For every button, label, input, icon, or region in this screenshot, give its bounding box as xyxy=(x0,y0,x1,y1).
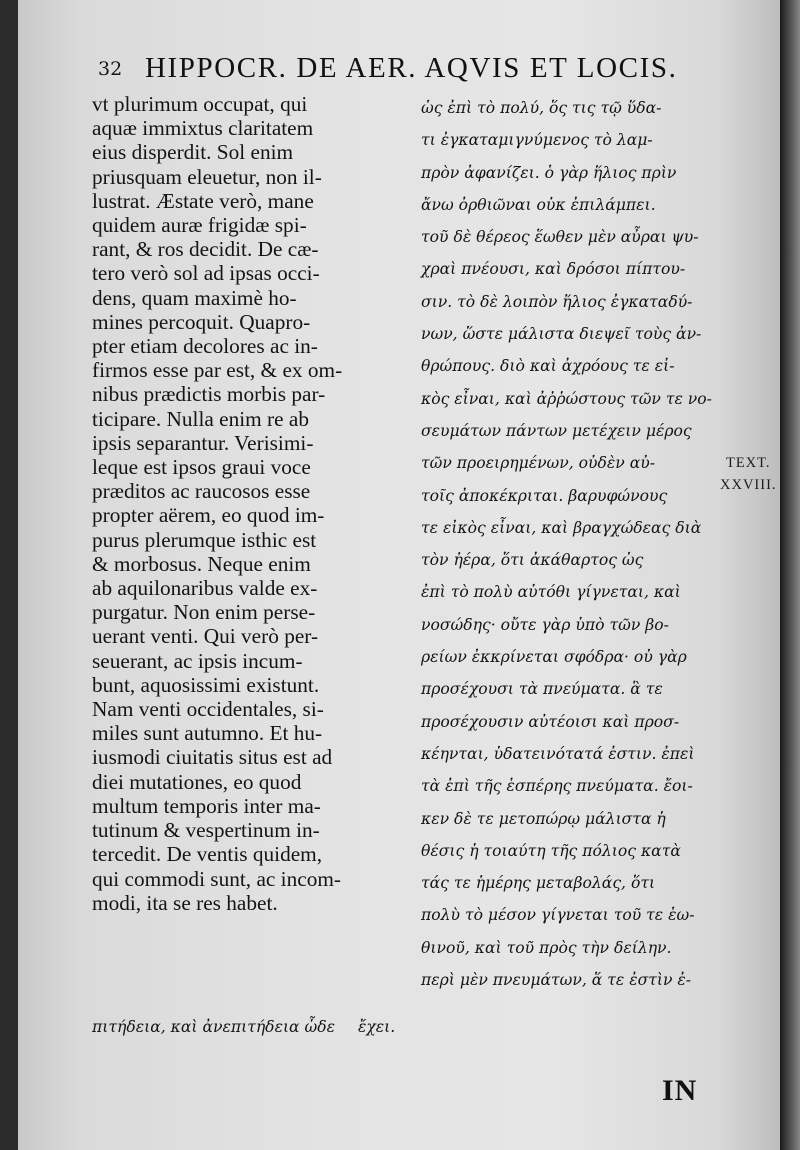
greek-text-line: τάς τε ἡμέρης μεταβολάς, ὅτι xyxy=(421,874,656,893)
page-edge-shadow xyxy=(780,0,800,1150)
latin-text-line: lustrat. Æstate verò, mane xyxy=(92,188,314,213)
greek-text-line: πολὺ τὸ μέσον γίγνεται τοῦ τε ἑω- xyxy=(421,906,695,925)
greek-text-line: σιν. τὸ δὲ λοιπὸν ἥλιος ἐγκαταδύ- xyxy=(421,292,693,311)
latin-text-line: eius disperdit. Sol enim xyxy=(92,140,294,165)
greek-text-line: ὡς ἐπὶ τὸ πολύ, ὅς τις τῷ ὕδα- xyxy=(421,99,662,117)
greek-text-line: θινοῦ, καὶ τοῦ πρὸς τὴν δείλην. xyxy=(421,938,672,957)
greek-column xyxy=(421,92,741,996)
latin-text-line: & morbosus. Neque enim xyxy=(92,551,311,576)
latin-text-line: qui commodi sunt, ac incom- xyxy=(92,866,342,891)
page-header xyxy=(18,52,780,92)
latin-text-line: pter etiam decolores ac in- xyxy=(92,334,318,359)
latin-text-line: propter aërem, eo quod im- xyxy=(92,503,325,528)
latin-text-line: tero verò sol ad ipsas occi- xyxy=(92,261,320,286)
latin-text-line: ab aquilonaribus valde ex- xyxy=(92,576,318,601)
greek-text-line: θέσις ἡ τοιαύτη τῆς πόλιος κατὰ xyxy=(421,841,681,860)
latin-text-line: uerant venti. Qui verò per- xyxy=(92,624,319,649)
latin-text-line: multum temporis inter ma- xyxy=(92,793,321,818)
footer-greek-left: πιτήδεια, καὶ ἀνεπιτήδεια ὧδε xyxy=(92,1018,336,1036)
greek-text-line: τὰ ἐπὶ τῆς ἑσπέρης πνεύματα. ἔοι- xyxy=(421,777,693,796)
latin-text-line: ticipare. Nulla enim re ab xyxy=(92,406,310,431)
latin-text-line: iusmodi ciuitatis situs est ad xyxy=(92,745,333,770)
latin-text-line: diei mutationes, eo quod xyxy=(92,769,302,794)
greek-text-line: νων, ὥστε μάλιστα διεψεῖ τοὺς ἀν- xyxy=(421,325,702,344)
latin-text-line: dens, quam maximè ho- xyxy=(92,285,297,310)
greek-text-line: θρώπους. διὸ καὶ ἀχρόους τε εἰ- xyxy=(421,357,675,376)
latin-text-line: miles sunt autumno. Et hu- xyxy=(92,721,323,746)
footer-greek-line xyxy=(92,1018,395,1036)
latin-text-line: bunt, aquosissimi existunt. xyxy=(92,672,320,697)
greek-text-line: τοῖς ἀποκέκριται. βαρυφώνους xyxy=(421,486,668,505)
greek-text-line: τοῦ δὲ θέρεος ἕωθεν μὲν αὖραι ψυ- xyxy=(421,228,699,247)
latin-text-line: priusquam eleuetur, non il- xyxy=(92,164,322,189)
margin-note-line: XXVIII. xyxy=(720,477,777,493)
latin-text-line: ipsis separantur. Verisimi- xyxy=(92,430,314,455)
latin-text-line: Nam venti occidentales, si- xyxy=(92,697,324,722)
greek-text-line: χραὶ πνέουσι, καὶ δρόσοι πίπτου- xyxy=(421,260,686,279)
margin-note xyxy=(720,452,777,496)
footer-greek-right: ἔχει. xyxy=(357,1018,396,1036)
greek-text-line: κὸς εἶναι, καὶ ἀῤῥώστους τῶν τε νο- xyxy=(421,389,712,408)
latin-text-line: vt plurimum occupat, qui xyxy=(92,92,308,116)
latin-text-line: leque est ipsos graui voce xyxy=(92,455,311,480)
latin-column xyxy=(92,92,412,915)
latin-text-line: tutinum & vespertinum in- xyxy=(92,818,320,843)
greek-text-line: περὶ μὲν πνευμάτων, ἅ τε ἐστὶν ἐ- xyxy=(421,971,692,990)
latin-text-line: firmos esse par est, & ex om- xyxy=(92,358,343,383)
latin-text-line: rant, & ros decidit. De cæ- xyxy=(92,237,319,262)
page-number: 32 xyxy=(98,58,123,80)
greek-text-line: τι ἐγκαταμιγνύμενος τὸ λαμ- xyxy=(421,131,653,150)
latin-text-line: aquæ immixtus claritatem xyxy=(92,116,314,141)
catchword: IN xyxy=(662,1074,698,1107)
latin-text-line: purus plerumque isthic est xyxy=(92,527,317,552)
greek-text-line: σευμάτων πάντων μετέχειν μέρος xyxy=(421,421,692,440)
latin-text-line: tercedit. De ventis quidem, xyxy=(92,842,323,867)
latin-text-line: præditos ac raucosos esse xyxy=(92,479,311,504)
greek-text-line: κεν δὲ τε μετοπώρῳ μάλιστα ἡ xyxy=(421,809,666,828)
margin-note-line: TEXT. xyxy=(725,455,771,471)
greek-text-line: τῶν προειρημένων, οὐδὲν αὐ- xyxy=(421,454,656,473)
latin-text-line: quidem auræ frigidæ spi- xyxy=(92,213,307,238)
book-page xyxy=(18,0,780,1150)
latin-text-line: mines percoquit. Quapro- xyxy=(92,309,311,334)
latin-text-line: nibus prædictis morbis par- xyxy=(92,382,326,407)
greek-text-line: ἐπὶ τὸ πολὺ αὐτόθι γίγνεται, καὶ xyxy=(421,583,681,602)
latin-text-line: purgatur. Non enim perse- xyxy=(92,600,316,625)
greek-text-line: ἄνω ὀρθιῶναι οὐκ ἐπιλάμπει. xyxy=(421,195,656,214)
greek-text-line: ρείων ἐκκρίνεται σφόδρα· οὐ γὰρ xyxy=(421,648,687,667)
latin-text-line: modi, ita se res habet. xyxy=(92,890,278,915)
greek-text-line: πρὸν ἀφανίζει. ὁ γὰρ ἥλιος πρὶν xyxy=(421,163,677,182)
greek-text-line: τε εἰκὸς εἶναι, καὶ βραγχώδεας διὰ xyxy=(421,518,702,537)
running-title: HIPPOCR. DE AER. AQVIS ET LOCIS. xyxy=(145,52,678,84)
greek-text-line: κέηνται, ὑδατεινότατά ἐστιν. ἐπεὶ xyxy=(421,744,695,763)
greek-text-line: προσέχουσι τὰ πνεύματα. ἃ τε xyxy=(421,680,663,699)
greek-text-line: νοσώδης· οὔτε γὰρ ὑπὸ τῶν βο- xyxy=(421,615,669,634)
greek-text-line: προσέχουσιν αὐτέοισι καὶ προσ- xyxy=(421,712,680,731)
greek-text-line: τὸν ἠέρα, ὅτι ἀκάθαρτος ὡς xyxy=(421,551,644,570)
latin-text-line: seuerant, ac ipsis incum- xyxy=(92,648,303,673)
